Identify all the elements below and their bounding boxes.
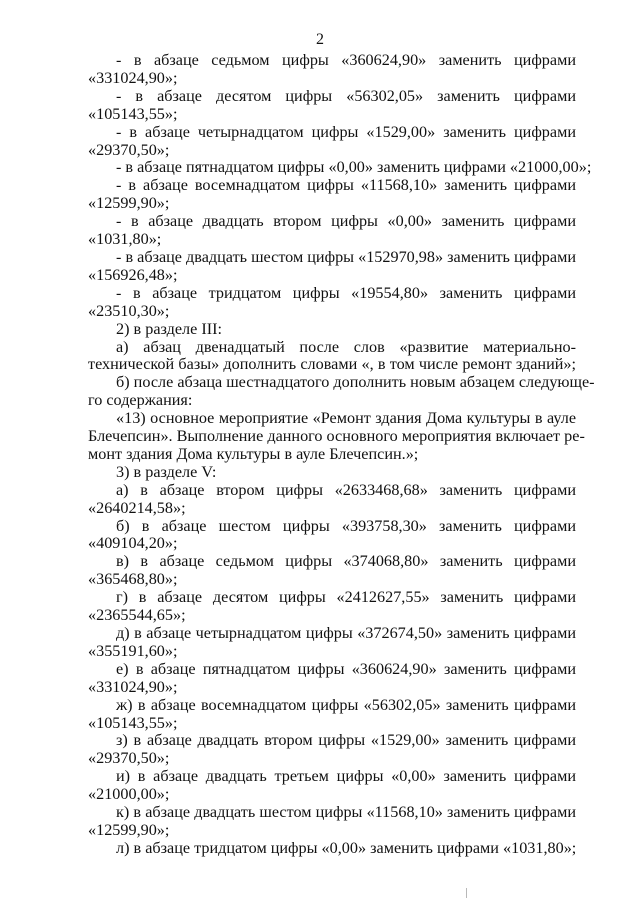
text-line: л) в абзаце тридцатом цифры «0,00» заменить цифрами «1031,80»; <box>116 838 577 857</box>
text-line: «23510,30»; <box>88 301 170 320</box>
text-line: «29370,50»; <box>88 749 170 768</box>
text-line: 2) в разделе III: <box>116 319 223 338</box>
text-line: «331024,90»; <box>88 68 178 87</box>
text-line: а) в абзаце втором цифры «2633468,68» заменить цифрами <box>116 480 576 499</box>
text-line: - в абзаце тридцатом цифры «19554,80» заменить цифрами <box>116 283 576 302</box>
text-line: «365468,80»; <box>88 570 178 589</box>
text-line: - в абзаце восемнадцатом цифры «11568,10» заменить цифрами <box>116 176 576 195</box>
text-line: - в абзаце седьмом цифры «360624,90» заменить цифрами <box>116 51 576 69</box>
text-line: «21000,00»; <box>88 785 170 804</box>
text-line: - в абзаце десятом цифры «56302,05» заменить цифрами <box>116 86 576 105</box>
text-line: «2640214,58»; <box>88 498 186 517</box>
text-line: «13) основное мероприятие «Ремонт здания Дома культуры в ауле <box>116 409 576 428</box>
document-body <box>88 51 595 858</box>
text-line: д) в абзаце четырнадцатом цифры «372674,50» заменить цифрами <box>116 624 576 642</box>
text-line: ж) в абзаце восемнадцатом цифры «56302,05» заменить цифрами <box>116 695 576 714</box>
text-line: б) в абзаце шестом цифры «393758,30» заменить цифрами <box>116 516 576 535</box>
text-line: «156926,48»; <box>88 265 178 284</box>
text-line: «105143,55»; <box>88 104 178 123</box>
text-line: монт здания Дома культуры в ауле Блечепсин.»; <box>88 444 419 463</box>
text-line: а) абзац двенадцатый после слов «развитие материально- <box>116 337 576 356</box>
text-line: - в абзаце двадцать шестом цифры «152970,98» заменить цифрами <box>116 247 576 266</box>
text-line: Блечепсин». Выполнение данного основного мероприятия включает ре- <box>88 427 585 446</box>
text-line: «12599,90»; <box>88 194 170 213</box>
text-line: и) в абзаце двадцать третьем цифры «0,00» заменить цифрами <box>116 767 576 786</box>
text-line: б) после абзаца шестнадцатого дополнить новым абзацем следующе- <box>116 373 595 392</box>
page-number: 2 <box>316 31 324 48</box>
text-line: «29370,50»; <box>88 140 170 159</box>
text-line: к) в абзаце двадцать шестом цифры «11568,10» заменить цифрами <box>116 803 576 822</box>
text-line: «2365544,65»; <box>88 606 186 625</box>
text-line: е) в абзаце пятнадцатом цифры «360624,90» заменить цифрами <box>116 659 576 678</box>
text-line: в) в абзаце седьмом цифры «374068,80» заменить цифрами <box>116 552 576 571</box>
scan-artifact <box>466 888 467 898</box>
text-line: «1031,80»; <box>88 230 162 249</box>
text-line: «331024,90»; <box>88 677 178 696</box>
text-line: «355191,60»; <box>88 641 178 660</box>
text-line: «105143,55»; <box>88 713 178 732</box>
text-line: «409104,20»; <box>88 534 178 553</box>
text-line: «12599,90»; <box>88 820 170 839</box>
text-line: 3) в разделе V: <box>116 462 217 481</box>
text-line: - в абзаце пятнадцатом цифры «0,00» заменить цифрами «21000,00»; <box>116 158 592 177</box>
text-line: го содержания: <box>88 391 193 410</box>
text-line: - в абзаце двадцать втором цифры «0,00» заменить цифрами <box>116 212 576 231</box>
text-line: технической базы» дополнить словами «, в том числе ремонт зданий»; <box>88 355 576 374</box>
text-line: - в абзаце четырнадцатом цифры «1529,00» заменить цифрами <box>116 122 576 141</box>
text-line: з) в абзаце двадцать втором цифры «1529,00» заменить цифрами <box>116 731 576 750</box>
text-line: г) в абзаце десятом цифры «2412627,55» заменить цифрами <box>116 588 576 607</box>
